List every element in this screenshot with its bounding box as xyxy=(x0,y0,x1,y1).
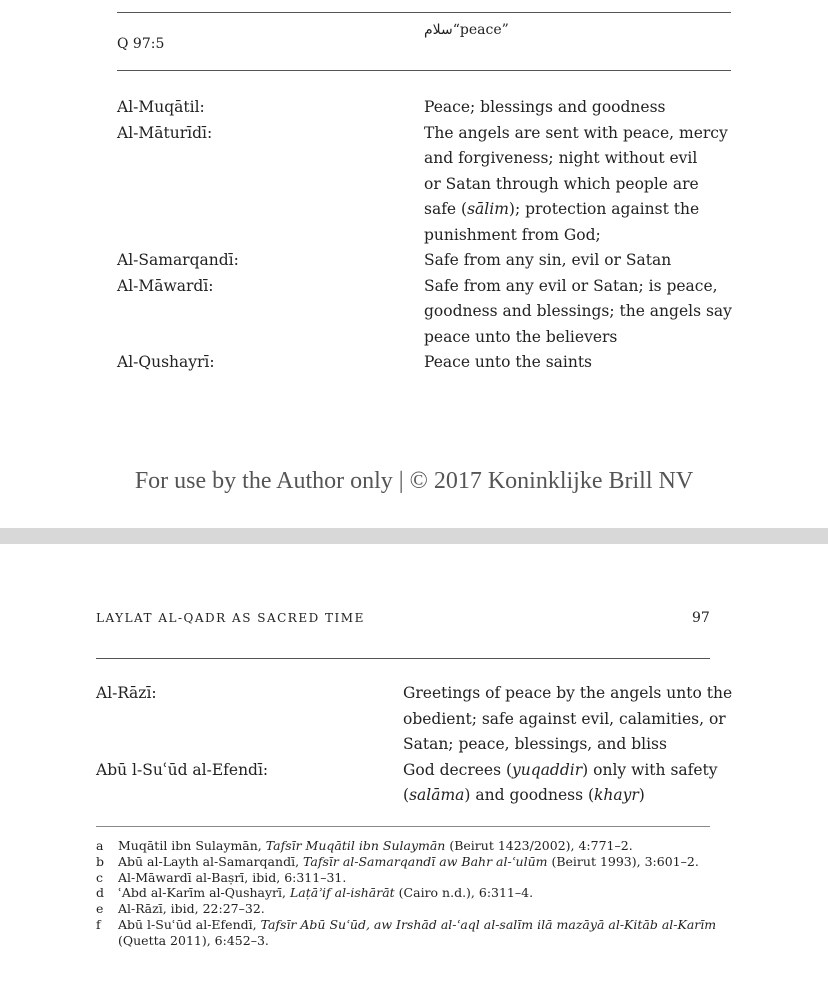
footnote-text: Muqātil ibn Sulaymān, Tafsīr Muqātil ibn Sulaymān (Beirut 1423/2002), 4:771–2. xyxy=(118,838,633,853)
entry-text-line: peace unto the believers xyxy=(424,327,618,346)
footnote xyxy=(96,917,736,949)
footnote-text: ʿAbd al-Karīm al-Qushayrī, Laṭāʾif al-ishārāt (Cairo n.d.), 6:311–4. xyxy=(118,885,534,901)
entry-text-line: (salāma) and goodness (khayr) xyxy=(403,786,645,804)
page-separator xyxy=(0,528,828,544)
entry-text-line: and forgiveness; night without evil xyxy=(424,149,698,167)
footnote xyxy=(96,901,736,917)
entry-text-line: punishment from God; xyxy=(424,225,601,244)
footnote-title: Tafsīr Abū Suʿūd, aw Irshād al-ʿaql al-salīm ilā mazāyā al-Kitāb al-Karīm xyxy=(260,916,717,932)
footnote xyxy=(96,838,736,854)
entry-text-line: God decrees (yuqaddir) only with safety xyxy=(403,760,718,779)
entry-text-line: safe (sālim); protection against the xyxy=(424,200,700,218)
footnote-text: Abū al-Layth al-Samarqandī, Tafsīr al-Samarqandī aw Bahr al-ʿulūm (Beirut 1993), 3:601–2. xyxy=(118,853,699,869)
entry-text-line: Peace unto the saints xyxy=(424,353,593,371)
footnote xyxy=(96,870,736,886)
entry-label: Al-Rāzī: xyxy=(96,684,157,702)
entry-label: Al-Samarqandī: xyxy=(117,251,239,269)
entry-label: Al-Māturīdī: xyxy=(117,123,213,142)
footnotes xyxy=(96,838,736,949)
header-rule xyxy=(117,70,731,71)
footnote-mark: d xyxy=(96,885,105,901)
footnote-text: Al-Māwardī al-Baṣrī, ibid, 6:311–31. xyxy=(118,869,347,885)
running-head: LAYLAT AL-QADR AS SACRED TIME xyxy=(96,611,365,625)
entry-text-line: obedient; safe against evil, calamities, or xyxy=(403,709,726,728)
entry-label: Al-Qushayrī: xyxy=(117,353,215,371)
footnote xyxy=(96,885,736,901)
footnote-rule xyxy=(96,826,710,827)
entry-label: Al-Muqātil: xyxy=(117,98,205,116)
entry-text-line: Satan; peace, blessings, and bliss xyxy=(403,735,667,753)
footnote-title: Laṭāʾif al-ishārāt xyxy=(289,885,395,901)
entry-text-line: The angels are sent with peace, mercy xyxy=(424,123,728,142)
entry-label: Al-Māwardī: xyxy=(117,276,214,295)
copyright-notice: For use by the Author only | © 2017 Koninklijke Brill NV xyxy=(134,468,694,494)
footnote-mark: c xyxy=(96,869,104,885)
footnote-text: Abū l-Suʿūd al-Efendī, Tafsīr Abū Suʿūd, aw Irshād al-ʿaql al-salīm ilā mazāyā al-Kitāb al-Karīm xyxy=(118,916,717,932)
entry-text-line: Peace; blessings and goodness xyxy=(424,98,666,116)
verse-reference: Q 97:5 xyxy=(117,36,165,52)
verse-term xyxy=(424,22,509,38)
top-rule xyxy=(117,12,731,13)
footnote-title: Tafsīr Muqātil ibn Sulaymān xyxy=(265,838,446,853)
entry-text-line: Greetings of peace by the angels unto the xyxy=(403,684,733,702)
entry-text-line: Safe from any sin, evil or Satan xyxy=(424,251,672,269)
arabic-term: سلام xyxy=(424,22,453,38)
running-head-rule xyxy=(96,658,710,659)
entry-text-line: Safe from any evil or Satan; is peace, xyxy=(424,276,718,295)
footnote xyxy=(96,854,736,870)
footnote-mark: a xyxy=(96,838,104,853)
term-gloss: “peace” xyxy=(452,22,509,38)
footnote-text: Al-Rāzī, ibid, 22:27–32. xyxy=(118,901,265,917)
footnote-mark: e xyxy=(96,901,104,917)
entry-text-line: or Satan through which people are xyxy=(424,174,699,193)
page-number: 97 xyxy=(692,610,710,626)
entry-label: Abū l-Suʿūd al-Efendī: xyxy=(96,760,269,779)
entry-text-line: goodness and blessings; the angels say xyxy=(424,302,732,320)
footnote-mark: f xyxy=(96,916,101,932)
footnote-title: Tafsīr al-Samarqandī aw Bahr al-ʿulūm xyxy=(303,853,548,869)
footnote-continuation: (Quetta 2011), 6:452–3. xyxy=(118,932,269,948)
footnote-mark: b xyxy=(96,853,105,869)
